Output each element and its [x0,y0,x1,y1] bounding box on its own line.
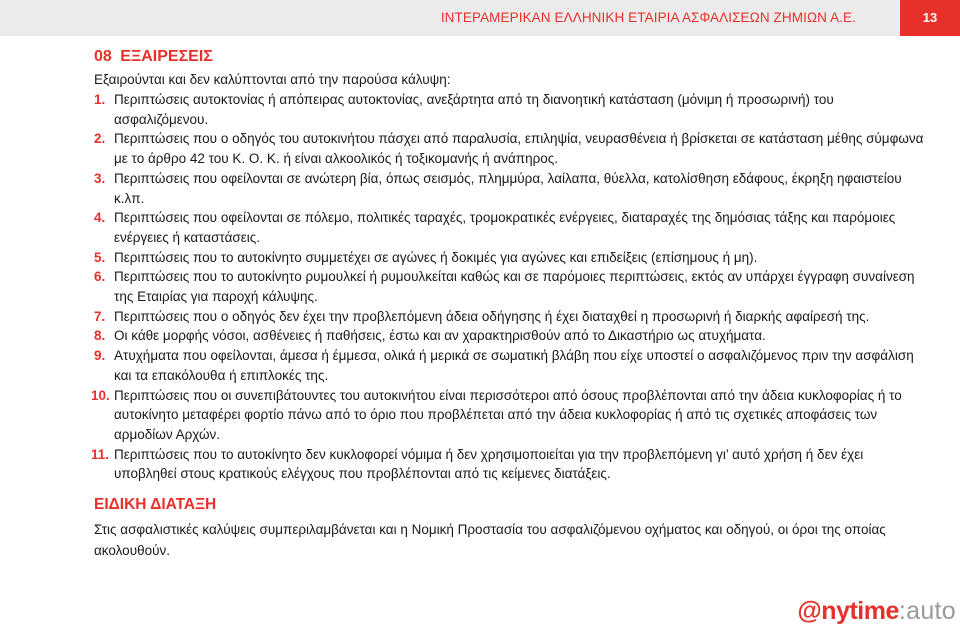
exclusion-item [94,129,924,168]
section-heading [94,48,924,66]
item-number: 7. [94,308,106,324]
item-text: Ατυχήματα που οφείλονται, άμεσα ή έμμεσα, ολικά ή μερικά σε σωματική βλάβη που είχε υποστεί ο ασφαλιζόμενος πριν την ασφάλιση και τα επακόλουθα ή επιπλοκές της. [114,348,914,383]
section-title: ΕΞΑΙΡΕΣΕΙΣ [120,48,213,65]
exclusion-item [94,307,924,327]
item-number: 9. [94,348,106,364]
exclusion-item [94,208,924,247]
item-text: Περιπτώσεις που οι συνεπιβάτουντες του αυτοκινήτου είναι περισσότεροι από όσους προβλέπονται από την άδεια κυκλοφορίας ή το αυτοκίνητο μεταφέρει φορτίο πάνω από το όριο που προβλέπεται από την άδεια κυκλοφορίας ή από τις σχετικές αποφάσεις των αρμοδίων Αρχών. [114,387,902,442]
section-intro: Εξαιρούνται και δεν καλύπτονται από την παρούσα κάλυψη: [94,72,451,87]
header-bar [0,0,960,36]
item-number: 1. [94,92,106,107]
special-provision-heading: ΕΙΔΙΚΗ ΔΙΑΤΑΞΗ [94,496,217,514]
item-number: 8. [94,328,106,344]
logo-brand: @nytime [797,597,899,625]
item-number: 5. [94,249,106,265]
page-number-badge: 13 [900,0,960,36]
exclusion-item [94,267,924,306]
exclusion-item [91,386,924,445]
item-text: Περιπτώσεις που το αυτοκίνητο δεν κυκλοφορεί νόμιμα ή δεν χρησιμοποιείται για την προβλεπόμενη γι’ αυτό χρήση ή δεν έχει υποβληθεί στους κρατικούς ελέγχους που προβλέπονται από τις κείμενες διατάξεις. [114,446,864,482]
exclusion-item [94,169,924,208]
exclusion-item [94,326,924,346]
item-text: Περιπτώσεις που οφείλονται σε πόλεμο, πολιτικές ταραχές, τρομοκρατικές ενέργειες, διαταραχές της δημόσιας τάξης και παρόμοιες ενέργειες ή καταστάσεις. [114,210,896,245]
item-text: Περιπτώσεις που ο οδηγός δεν έχει την προβλεπόμενη άδεια οδήγησης ή έχει διαταχθεί η προσωρινή ή διαρκής αφαίρεσή της. [114,308,870,324]
item-number: 3. [94,170,106,186]
item-number: 4. [94,210,106,226]
exclusion-item [94,346,924,385]
document-content [91,48,924,561]
exclusion-item [94,248,924,268]
item-text: Περιπτώσεις που ο οδηγός του αυτοκινήτου πάσχει από παραλυσία, επιληψία, νευρασθένεια ή βρίσκεται σε κατάσταση μέθης σύμφωνα με το άρθρο 42 του Κ. Ο. Κ. ή είναι αλκοολικός ή τοξικομανής ή ανάπηρος. [114,131,924,167]
item-text: Περιπτώσεις που οφείλονται σε ανώτερη βία, όπως σεισμός, πλημμύρα, λαίλαπα, θύελλα, κατολίσθηση εδάφους, έκρηξη ηφαιστείου κ.λπ. [114,170,902,206]
special-provision-text: Στις ασφαλιστικές καλύψεις συμπεριλαμβάνεται και η Νομική Προστασία του ασφαλιζόμενου οχήματος και οδηγού, οι όροι της οποίας ακολουθούν. [94,522,886,558]
item-text: Περιπτώσεις που το αυτοκίνητο συμμετέχει σε αγώνες ή δοκιμές για αγώνες και επιδείξεις (επίσημους ή μη). [114,249,758,265]
company-title: ΙΝΤΕΡΑΜΕΡΙΚΑΝ ΕΛΛΗΝΙΚΗ ΕΤΑΙΡΙΑ ΑΣΦΑΛΙΣΕΩΝ ΖΗΜΙΩΝ Α.Ε. [440,10,856,25]
item-number: 11. [91,446,110,462]
item-number: 6. [94,269,106,285]
exclusions-list [91,90,924,484]
item-text: Περιπτώσεις που το αυτοκίνητο ρυμουλκεί ή ρυμουλκείται καθώς και σε παρόμοιες περιπτώσεις, εκτός αν υπάρχει έγγραφη συναίνεση της Εταιρίας για παροχή κάλυψης. [114,269,915,305]
item-text: Οι κάθε μορφής νόσοι, ασθένειες ή παθήσεις, έστω και αν χαρακτηρισθούν από το Δικαστήριο ως ατυχήματα. [114,328,766,344]
item-number: 10. [91,387,110,403]
item-text: Περιπτώσεις αυτοκτονίας ή απόπειρας αυτοκτονίας, ανεξάρτητα από τη διανοητική κατάσταση (μόνιμη ή προσωρινή) του ασφαλιζόμενου. [114,92,834,127]
section-number: 08 [94,48,112,65]
exclusion-item [91,445,924,484]
item-number: 2. [94,131,106,147]
logo-suffix: :auto [898,597,956,625]
exclusion-item [94,90,924,129]
anytime-auto-logo [797,597,956,626]
